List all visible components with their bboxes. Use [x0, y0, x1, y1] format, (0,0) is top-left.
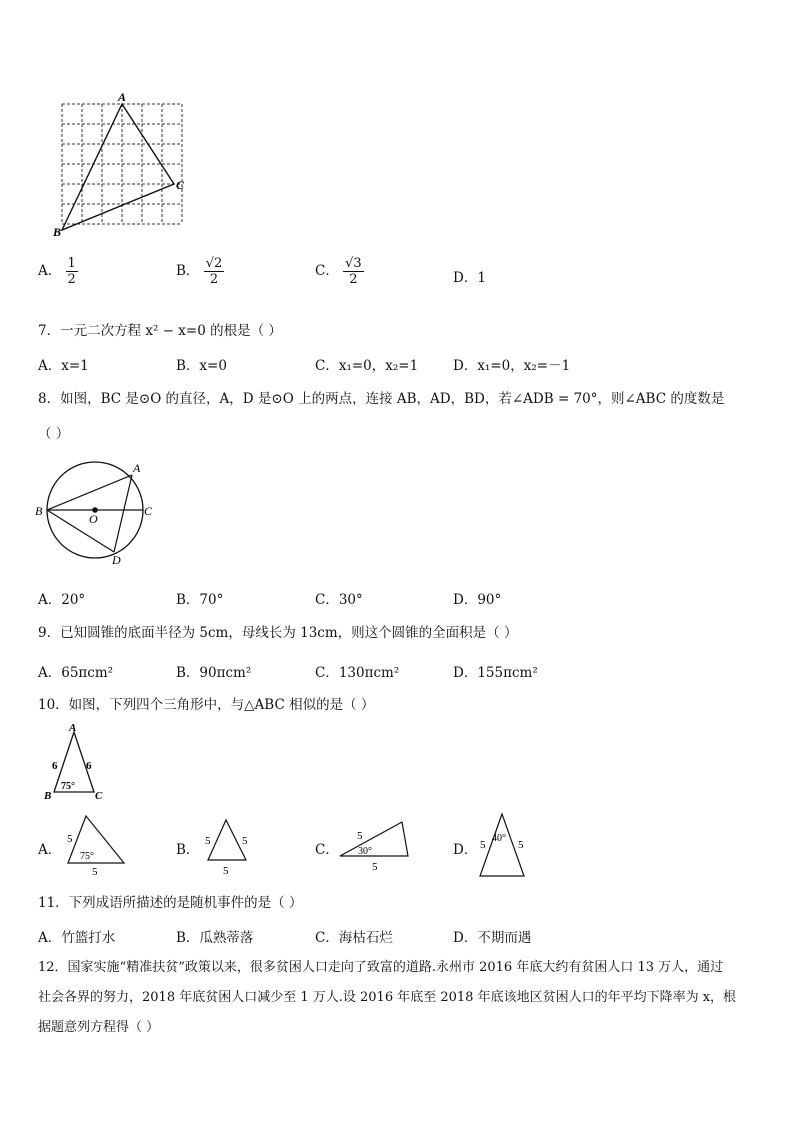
circle-label-a: A: [133, 461, 141, 475]
q8-option-a: A．20°: [38, 592, 86, 608]
q9-option-c: C．130πcm²: [315, 665, 400, 681]
abc-label-a: A: [69, 722, 77, 734]
q10-d-side-2: 5: [518, 839, 524, 851]
q10-option-c-figure: [336, 814, 416, 876]
q11-option-c: C．海枯石烂: [315, 930, 393, 946]
grid-triangle-figure: [52, 92, 202, 242]
q12-line-3: 据题意列方程得（ ）: [38, 1020, 160, 1035]
q10-option-c-label: C．: [315, 842, 339, 858]
q10-c-side-2: 5: [372, 861, 378, 873]
q6-option-d: D．1: [453, 270, 486, 286]
q10-option-b-figure: [200, 814, 260, 880]
q10-d-side-1: 5: [480, 839, 486, 851]
circle-figure: [32, 452, 162, 568]
q10-b-side-3: 5: [223, 865, 229, 877]
abc-triangle-figure: [40, 722, 120, 804]
abc-label-c: C: [95, 790, 103, 802]
q10-option-d-label: D．: [453, 842, 478, 858]
q11-option-a: A．竹篮打水: [38, 930, 116, 946]
q7-option-a: A．x=1: [38, 358, 89, 374]
q8-option-b: B．70°: [176, 592, 224, 608]
q12-line-2: 社会各界的努力，2018 年底贫困人口减少至 1 万人.设 2016 年底至 2018 年底该地区贫困人口的年平均下降率为 x，根: [38, 990, 737, 1005]
abc-angle: 75°: [61, 781, 75, 792]
q10-a-side-1: 5: [67, 833, 73, 845]
q11-stem: 11．下列成语所描述的是随机事件的是（ ）: [38, 895, 303, 911]
abc-side-left: 6: [52, 760, 58, 772]
circle-label-c: C: [144, 504, 153, 518]
q7-option-c: C．x₁=0，x₂=1: [315, 358, 419, 374]
q8-paren: （ ）: [38, 426, 70, 442]
q10-c-angle: 30°: [358, 846, 372, 857]
q7-stem: 7．一元二次方程 x² − x=0 的根是（ ）: [38, 323, 282, 339]
q7-option-d: D．x₁=0，x₂=－1: [453, 358, 571, 374]
grid-label-c: C: [176, 178, 185, 192]
circle-label-b: B: [35, 504, 43, 518]
q8-option-c: C．30°: [315, 592, 363, 608]
circle-label-o: O: [89, 512, 98, 526]
abc-side-right: 6: [86, 760, 92, 772]
q10-b-side-1: 5: [205, 835, 211, 847]
q9-option-d: D．155πcm²: [453, 665, 538, 681]
q10-c-side-1: 5: [357, 830, 363, 842]
q9-stem: 9．已知圆锥的底面半径为 5cm，母线长为 13cm，则这个圆锥的全面积是（ ）: [38, 625, 518, 641]
q6-option-b: B． $\frac{√2}{2}$: [176, 256, 223, 287]
q10-b-side-2: 5: [242, 835, 248, 847]
grid-label-a: A: [118, 92, 127, 104]
q6-option-c: C． $\frac{√3}{2}$: [315, 256, 362, 287]
q11-option-d: D．不期而遇: [453, 930, 532, 946]
q10-a-angle: 75°: [80, 851, 94, 862]
q10-option-d-figure: [474, 808, 536, 880]
q9-option-a: A．65πcm²: [38, 665, 114, 681]
q12-line-1: 12．国家实施“精准扶贫”政策以来，很多贫困人口走向了致富的道路.永州市 2016 年底大约有贫困人口 13 万人，通过: [38, 960, 724, 975]
q10-a-side-2: 5: [92, 866, 98, 878]
q6-option-a: A． $\frac{1}{2}$: [38, 256, 76, 287]
q10-option-a-label: A．: [38, 842, 62, 858]
abc-label-b: B: [44, 790, 52, 802]
q10-option-a-figure: [60, 808, 130, 878]
q10-option-b-label: B．: [176, 842, 200, 858]
q8-option-d: D．90°: [453, 592, 502, 608]
q11-option-b: B．瓜熟蒂落: [176, 930, 254, 946]
q7-option-b: B．x=0: [176, 358, 227, 374]
q10-d-angle: 40°: [492, 833, 506, 844]
q9-option-b: B．90πcm²: [176, 665, 252, 681]
q10-stem: 10．如图，下列四个三角形中，与△ABC 相似的是（ ）: [38, 697, 375, 713]
q8-stem: 8．如图，BC 是⊙O 的直径，A，D 是⊙O 上的两点，连接 AB，AD，BD，若∠ADB = 70°，则∠ABC 的度数是: [38, 391, 725, 407]
circle-label-d: D: [112, 553, 121, 567]
grid-label-b: B: [53, 225, 62, 239]
